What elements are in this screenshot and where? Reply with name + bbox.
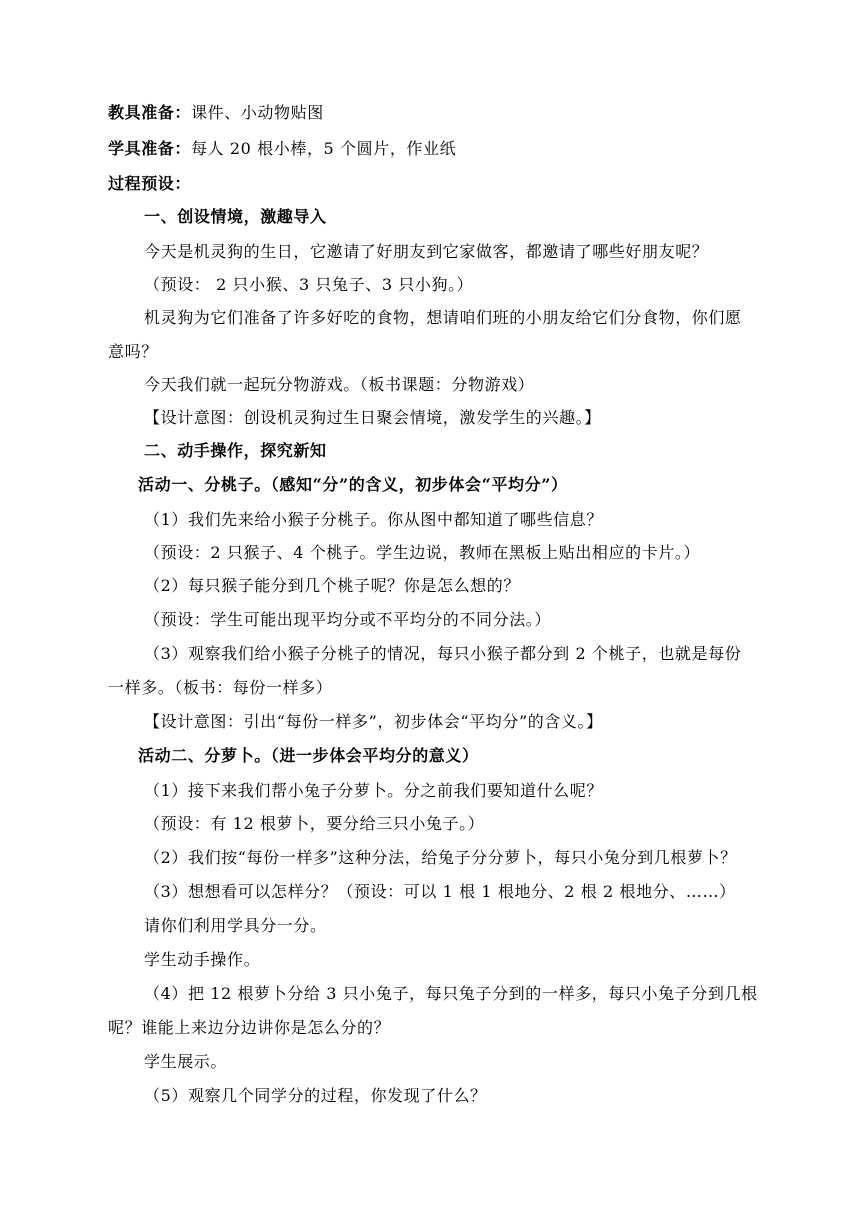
question-continued: 呢？谁能上来边分边讲你是怎么分的？ — [108, 1018, 391, 1037]
paragraph: 今天我们就一起玩分物游戏。（板书课题：分物游戏） — [144, 375, 535, 394]
design-intent: 【设计意图：引出“每份一样多”，初步体会“平均分”的含义。】 — [144, 712, 603, 731]
paragraph: （预设： 2 只小猴、3 只兔子、3 只小狗。） — [144, 275, 474, 294]
paragraph: 学生展示。 — [144, 1052, 228, 1071]
answer-preset: （预设：2 只猴子、4 个桃子。学生边说，教师在黑板上贴出相应的卡片。） — [144, 543, 701, 562]
student-prep-value: 每人 20 根小棒，5 个圆片，作业纸 — [191, 139, 457, 158]
activity1-heading: 活动一、分桃子。（感知“分”的含义，初步体会“平均分”） — [138, 475, 568, 494]
question: （1）接下来我们帮小兔子分萝卜。分之前我们要知道什么呢？ — [144, 781, 603, 800]
section1-heading: 一、创设情境，激趣导入 — [144, 207, 327, 226]
paragraph-continued: 意吗？ — [108, 342, 158, 361]
student-prep-line — [108, 139, 456, 159]
question: （5）观察几个同学分的过程，你发现了什么？ — [144, 1086, 487, 1105]
question: （2）我们按“每份一样多”这种分法，给兔子分分萝卜，每只小兔分到几根萝卜？ — [144, 848, 737, 867]
question: （1）我们先来给小猴子分桃子。你从图中都知道了哪些信息？ — [144, 510, 603, 529]
activity2-heading: 活动二、分萝卜。（进一步体会平均分的意义） — [138, 746, 479, 765]
question: （3）观察我们给小猴子分桃子的情况，每只小猴子都分到 2 个桃子，也就是每份 — [144, 644, 742, 663]
process-label: 过程预设： — [108, 174, 192, 193]
question-continued: 一样多。（板书：每份一样多） — [108, 678, 333, 697]
section2-heading: 二、动手操作，探究新知 — [144, 441, 327, 460]
answer-preset: （预设：学生可能出现平均分或不平均分的不同分法。） — [144, 610, 552, 629]
student-prep-label: 学具准备： — [108, 139, 192, 158]
paragraph: 请你们利用学具分一分。 — [144, 916, 327, 935]
answer-preset: （预设：有 12 根萝卜，要分给三只小兔子。） — [144, 814, 485, 833]
question: （2）每只猴子能分到几个桃子呢？你是怎么想的？ — [144, 576, 520, 595]
teacher-prep-label: 教具准备： — [108, 103, 192, 122]
paragraph: 今天是机灵狗的生日，它邀请了好朋友到它家做客，都邀请了哪些好朋友呢？ — [144, 242, 709, 261]
paragraph: 机灵狗为它们准备了许多好吃的食物，想请咱们班的小朋友给它们分食物，你们愿 — [144, 308, 742, 327]
question: （3）想想看可以怎样分？（预设：可以 1 根 1 根地分、2 根 2 根地分、……） — [144, 882, 736, 901]
design-intent: 【设计意图：创设机灵狗过生日聚会情境，激发学生的兴趣。】 — [144, 408, 601, 427]
teacher-prep-line — [108, 103, 324, 123]
paragraph: 学生动手操作。 — [144, 950, 261, 969]
teacher-prep-value: 课件、小动物贴图 — [191, 103, 324, 122]
question: （4）把 12 根萝卜分给 3 只小兔子，每只兔子分到的一样多，每只小兔子分到几根 — [144, 984, 758, 1003]
